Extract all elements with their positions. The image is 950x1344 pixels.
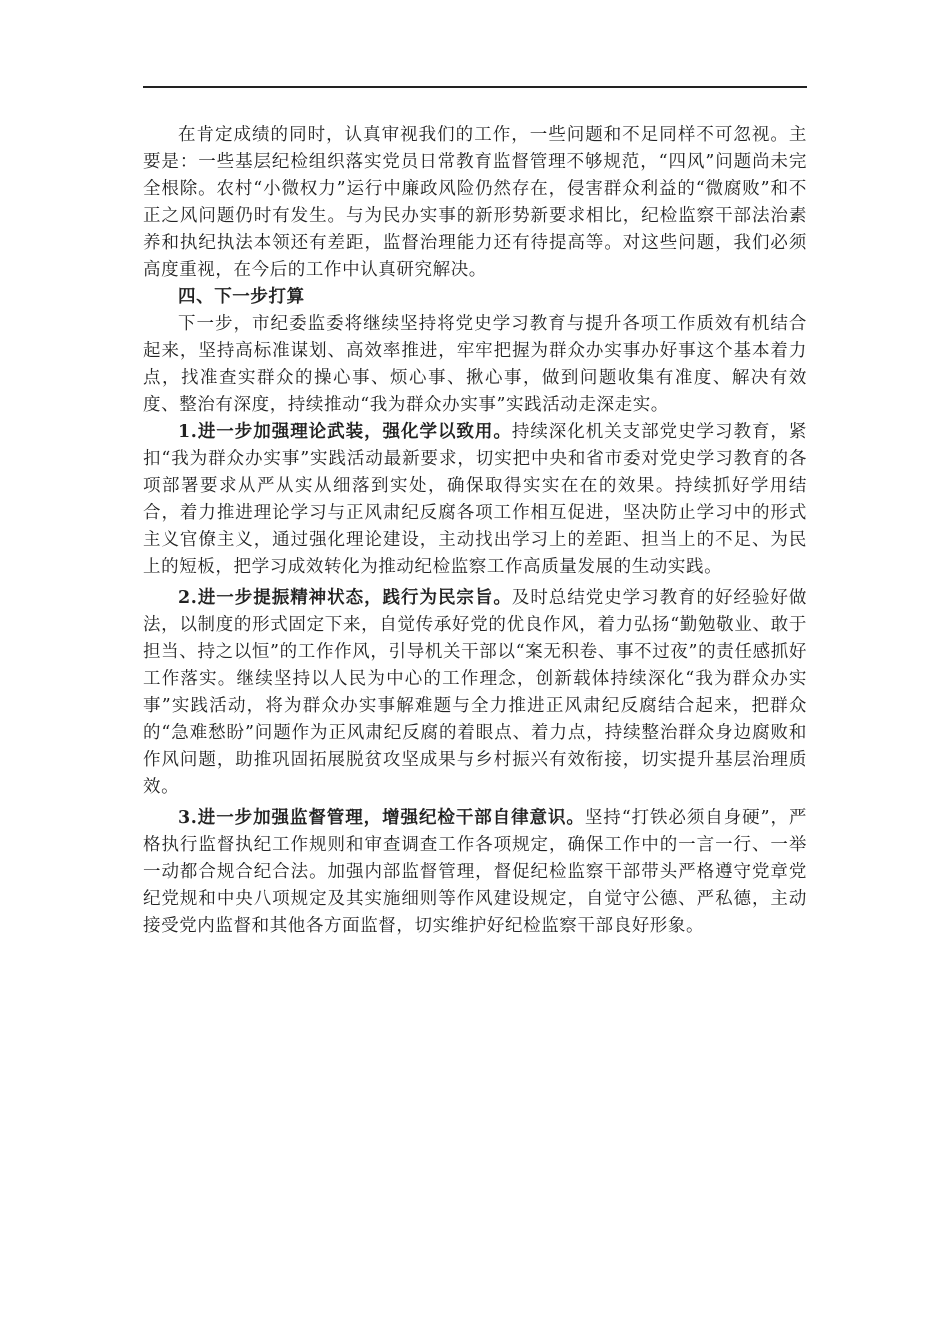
document-body bbox=[143, 122, 807, 940]
item-1-lead: 1.进一步加强理论武装，强化学以致用。 bbox=[178, 422, 512, 442]
item-2-lead: 2.进一步提振精神状态，践行为民宗旨。 bbox=[178, 588, 512, 608]
item-3-body: 坚持“打铁必须自身硬”，严格执行监督执纪工作规则和审查调查工作各项规定，确保工作中的一言一行、一举一动都合规合纪合法。加强内部监督管理，督促纪检监察干部带头严格遵守党章党纪党规和中央八项规定及其实施细则等作风建设规定，自觉守公德、严私德，主动接受党内监督和其他各方面监督，切实维护好纪检监察干部良好形象。 bbox=[143, 808, 807, 936]
item-3-lead: 3.进一步加强监督管理，增强纪检干部自律意识。 bbox=[178, 808, 585, 828]
section-heading-next-steps: 四、下一步打算 bbox=[178, 287, 305, 307]
header-rule bbox=[143, 86, 807, 88]
item-1-body: 持续深化机关支部党史学习教育，紧扣“我为群众办实事”实践活动最新要求，切实把中央和省市委对党史学习教育的各项部署要求从严从实从细落到实处，确保取得实实在在的效果。持续抓好学用结合，着力推进理论学习与正风肃纪反腐各项工作相互促进，坚决防止学习中的形式主义官僚主义，通过强化理论建设，主动找出学习上的差距、担当上的不足、为民上的短板，把学习成效转化为推动纪检监察工作高质量发展的生动实践。 bbox=[143, 422, 807, 577]
paragraph-next-steps-intro: 下一步，市纪委监委将继续坚持将党史学习教育与提升各项工作质效有机结合起来，坚持高标准谋划、高效率推进，牢牢把握为群众办实事办好事这个基本着力点，找准查实群众的操心事、烦心事、揪心事，做到问题收集有准度、解决有效度、整治有深度，持续推动“我为群众办实事”实践活动走深走实。 bbox=[143, 314, 807, 415]
item-3-paragraph bbox=[143, 805, 807, 940]
item-2-paragraph bbox=[143, 585, 807, 801]
item-1-paragraph bbox=[143, 419, 807, 581]
item-2-body: 及时总结党史学习教育的好经验好做法，以制度的形式固定下来，自觉传承好党的优良作风，着力弘扬“勤勉敬业、敢于担当、持之以恒”的工作作风，引导机关干部以“案无积卷、事不过夜”的责任感抓好工作落实。继续坚持以人民为中心的工作理念，创新载体持续深化“我为群众办实事”实践活动，将为群众办实事解难题与全力推进正风肃纪反腐结合起来，把群众的“急难愁盼”问题作为正风肃纪反腐的着眼点、着力点，持续整治群众身边腐败和作风问题，助推巩固拓展脱贫攻坚成果与乡村振兴有效衔接，切实提升基层治理质效。 bbox=[143, 588, 807, 797]
paragraph-problems: 在肯定成绩的同时，认真审视我们的工作，一些问题和不足同样不可忽视。主要是：一些基层纪检组织落实党员日常教育监督管理不够规范，“四风”问题尚未完全根除。农村“小微权力”运行中廉政风险仍然存在，侵害群众利益的“微腐败”和不正之风问题仍时有发生。与为民办实事的新形势新要求相比，纪检监察干部法治素养和执纪执法本领还有差距，监督治理能力还有待提高等。对这些问题，我们必须高度重视，在今后的工作中认真研究解决。 bbox=[143, 125, 807, 280]
